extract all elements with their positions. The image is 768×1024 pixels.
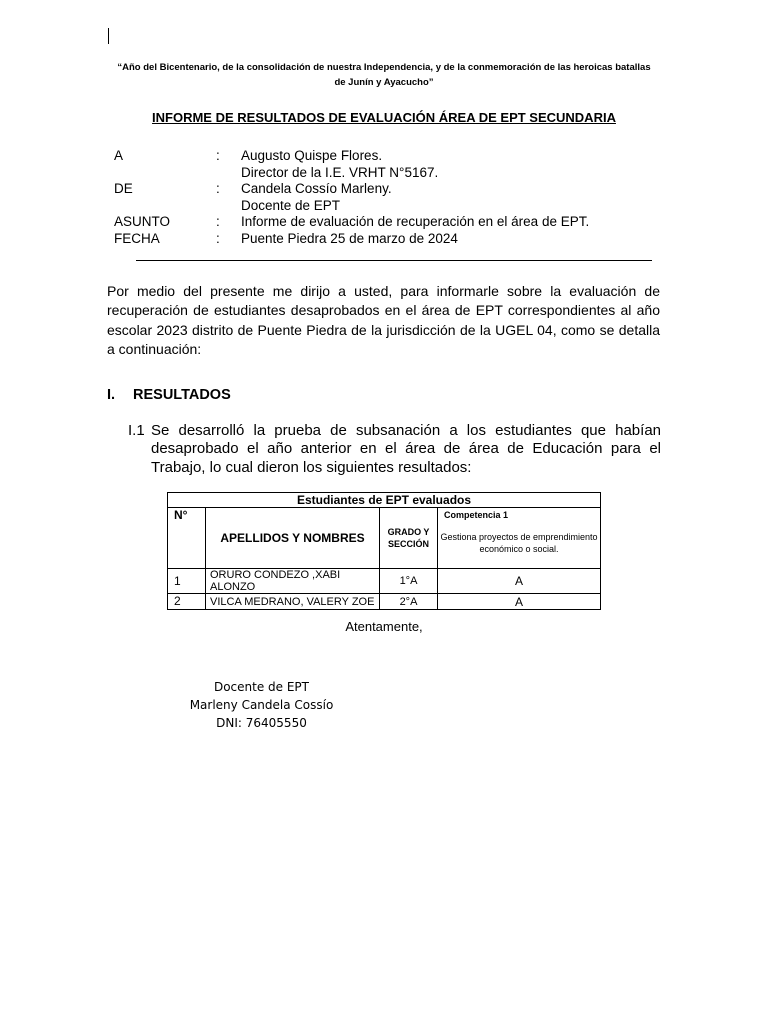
colon: : xyxy=(216,214,220,229)
document-title: INFORME DE RESULTADOS DE EVALUACIÓN ÁREA DE EPT SECUNDARIA xyxy=(152,110,616,125)
col-header-name: APELLIDOS Y NOMBRES xyxy=(206,508,380,569)
text-cursor xyxy=(108,28,109,44)
from-label: DE xyxy=(114,181,133,196)
student-grade: 2°A xyxy=(380,594,438,610)
row-number: 2 xyxy=(168,594,206,610)
section-number: I. xyxy=(107,387,116,403)
results-table xyxy=(167,492,601,610)
motto: “Año del Bicentenario, de la consolidación de nuestra Independencia, y de la conmemoración de las heroicas batallas de Junín y Ayacucho” xyxy=(117,62,651,88)
competence-label: Competencia 1 xyxy=(444,510,509,520)
competence-score: A xyxy=(438,594,601,610)
subsection-text: Se desarrolló la prueba de subsanación a los estudiantes que habían desaprobado el año anterior en el área de área de Educación para el Trabajo, lo cual dieron los siguientes resultados: xyxy=(151,422,661,476)
colon: : xyxy=(216,148,220,163)
date-label: FECHA xyxy=(114,230,160,246)
colon: : xyxy=(216,230,220,246)
table-row xyxy=(168,569,601,594)
subsection-number: I.1 xyxy=(128,422,145,439)
student-name: VILCA MEDRANO, VALERY ZOE xyxy=(206,594,380,610)
table-caption-row xyxy=(168,493,601,508)
col-header-competence xyxy=(438,508,601,569)
date-value: Puente Piedra 25 de marzo de 2024 xyxy=(241,230,458,246)
signature-name: Marleny Candela Cossío xyxy=(189,698,334,712)
intro-paragraph: Por medio del presente me dirijo a usted, para informarle sobre la evaluación de recuperación de estudiantes desaprobados en el área de EPT correspondientes al año escolar 2023 distrito de Puente Piedra de la jurisdicción de la UGEL 04, como se detalla a continuación: xyxy=(107,283,660,357)
table-caption: Estudiantes de EPT evaluados xyxy=(168,493,601,508)
table-row xyxy=(168,594,601,610)
from-role: Docente de EPT xyxy=(241,197,341,213)
subject-label: ASUNTO xyxy=(114,214,171,229)
col-header-number: N° xyxy=(168,508,206,569)
section-title: RESULTADOS xyxy=(133,387,231,403)
signature-dni: DNI: 76405550 xyxy=(216,716,307,730)
to-name: Augusto Quispe Flores. xyxy=(241,148,383,163)
row-number: 1 xyxy=(168,569,206,594)
student-name: ORURO CONDEZO ,XABI ALONZO xyxy=(206,569,380,594)
to-role: Director de la I.E. VRHT N°5167. xyxy=(241,164,439,180)
horizontal-rule xyxy=(136,260,652,261)
col-header-grade: GRADO Y SECCIÓN xyxy=(380,508,438,569)
subject-value: Informe de evaluación de recuperación en el área de EPT. xyxy=(241,214,590,229)
closing: Atentamente, xyxy=(345,619,423,634)
to-label: A xyxy=(114,148,124,163)
from-name: Candela Cossío Marleny. xyxy=(241,181,392,196)
competence-description: Gestiona proyectos de emprendimiento económico o social. xyxy=(440,532,598,554)
competence-score: A xyxy=(438,569,601,594)
student-grade: 1°A xyxy=(380,569,438,594)
colon: : xyxy=(216,181,220,196)
signature-role: Docente de EPT xyxy=(213,680,310,694)
table-header-row xyxy=(168,508,601,569)
